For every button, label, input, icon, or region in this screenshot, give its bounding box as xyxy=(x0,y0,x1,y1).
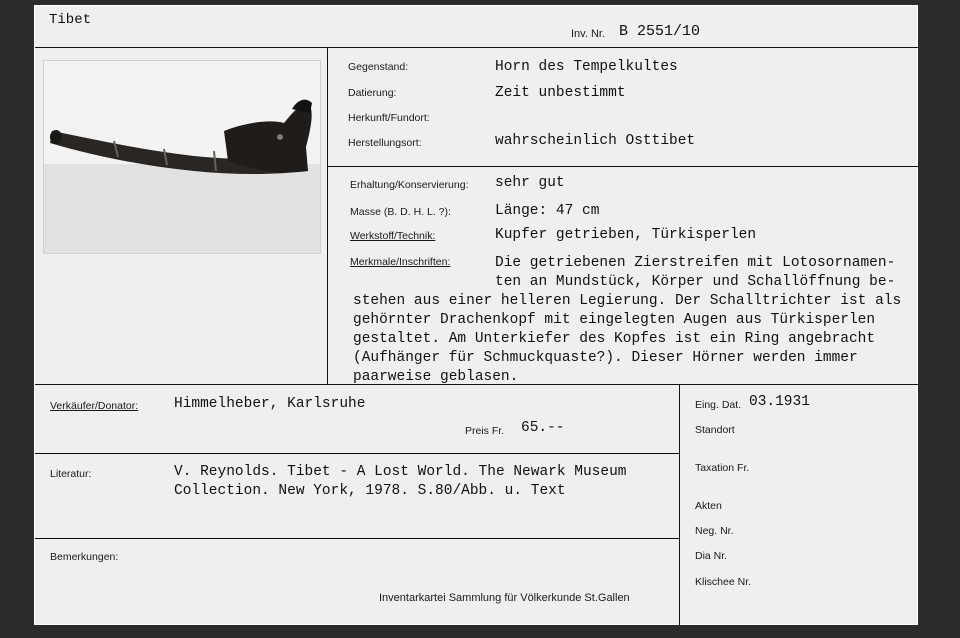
datierung-value: Zeit unbestimmt xyxy=(495,85,626,101)
object-divider xyxy=(327,166,919,167)
verkaeufer-value: Himmelheber, Karlsruhe xyxy=(174,396,366,412)
preis-label: Preis Fr. xyxy=(465,425,505,437)
herstellungsort-label: Herstellungsort: xyxy=(348,137,422,149)
erhaltung-label: Erhaltung/Konservierung: xyxy=(350,179,469,191)
gegenstand-label: Gegenstand: xyxy=(348,61,409,73)
datierung-label: Datierung: xyxy=(348,87,397,99)
preis-value: 65.-- xyxy=(521,420,565,436)
standort-label: Standort xyxy=(695,424,735,436)
taxation-label: Taxation Fr. xyxy=(695,462,750,474)
masse-value: Länge: 47 cm xyxy=(495,203,600,219)
erhaltung-value: sehr gut xyxy=(495,175,565,191)
eing-dat-label: Eing. Dat. xyxy=(695,399,742,411)
herkunft-label: Herkunft/Fundort: xyxy=(348,112,430,124)
footer-text: Inventarkartei Sammlung für Völkerkunde St.Gallen xyxy=(379,592,630,604)
literatur-line: Collection. New York, 1978. S.80/Abb. u. Text xyxy=(174,483,566,499)
verkaeufer-label xyxy=(50,400,138,412)
merkmale-text xyxy=(353,254,913,387)
werkstoff-label: Werkstoff/Technik: xyxy=(350,230,436,242)
literature-divider xyxy=(35,538,679,539)
literatur-line: V. Reynolds. Tibet - A Lost World. The Newark Museum xyxy=(174,464,627,480)
merkmale-line: Die getriebenen Zierstreifen mit Lotosornamen- xyxy=(495,255,896,271)
object-photo xyxy=(43,60,321,254)
merkmale-line: stehen aus einer helleren Legierung. Der Schalltrichter ist als xyxy=(353,293,902,309)
gegenstand-value: Horn des Tempelkultes xyxy=(495,59,678,75)
masse-label: Masse (B. D. H. L. ?): xyxy=(350,206,451,218)
merkmale-line: paarweise geblasen. xyxy=(353,369,519,385)
herstellungsort-value: wahrscheinlich Osttibet xyxy=(495,133,696,149)
sidebar-divider xyxy=(679,384,680,626)
header-divider xyxy=(35,47,919,48)
inv-number-label: Inv. Nr. xyxy=(571,28,606,40)
bemerkungen-label: Bemerkungen: xyxy=(50,551,119,563)
photo-divider xyxy=(327,47,328,385)
neg-nr-label: Neg. Nr. xyxy=(695,525,734,537)
merkmale-line: gestaltet. Am Unterkiefer des Kopfes ist ein Ring angebracht xyxy=(353,331,876,347)
klischee-nr-label: Klischee Nr. xyxy=(695,576,752,588)
merkmale-line: ten an Mundstück, Körper und Schallöffnung be- xyxy=(495,274,896,290)
akten-label: Akten xyxy=(695,500,722,512)
seller-divider xyxy=(35,453,679,454)
dia-nr-label: Dia Nr. xyxy=(695,550,728,562)
inventory-card xyxy=(34,5,918,625)
merkmale-line: (Aufhänger für Schmuckquaste?). Dieser Hörner werden immer xyxy=(353,350,858,366)
verkaeufer-label-text: Verkäufer/Donator: xyxy=(50,400,139,412)
werkstoff-value: Kupfer getrieben, Türkisperlen xyxy=(495,227,757,243)
merkmale-line: gehörnter Drachenkopf mit eingelegten Augen aus Türkisperlen xyxy=(353,312,876,328)
horn-image xyxy=(44,61,320,253)
region-label: Tibet xyxy=(49,12,92,28)
merkmale-label: Merkmale/Inschriften: xyxy=(350,256,451,268)
literatur-text xyxy=(174,463,626,501)
inv-number: B 2551/10 xyxy=(619,23,701,40)
literatur-label: Literatur: xyxy=(50,468,92,480)
eing-dat-value: 03.1931 xyxy=(749,394,810,410)
